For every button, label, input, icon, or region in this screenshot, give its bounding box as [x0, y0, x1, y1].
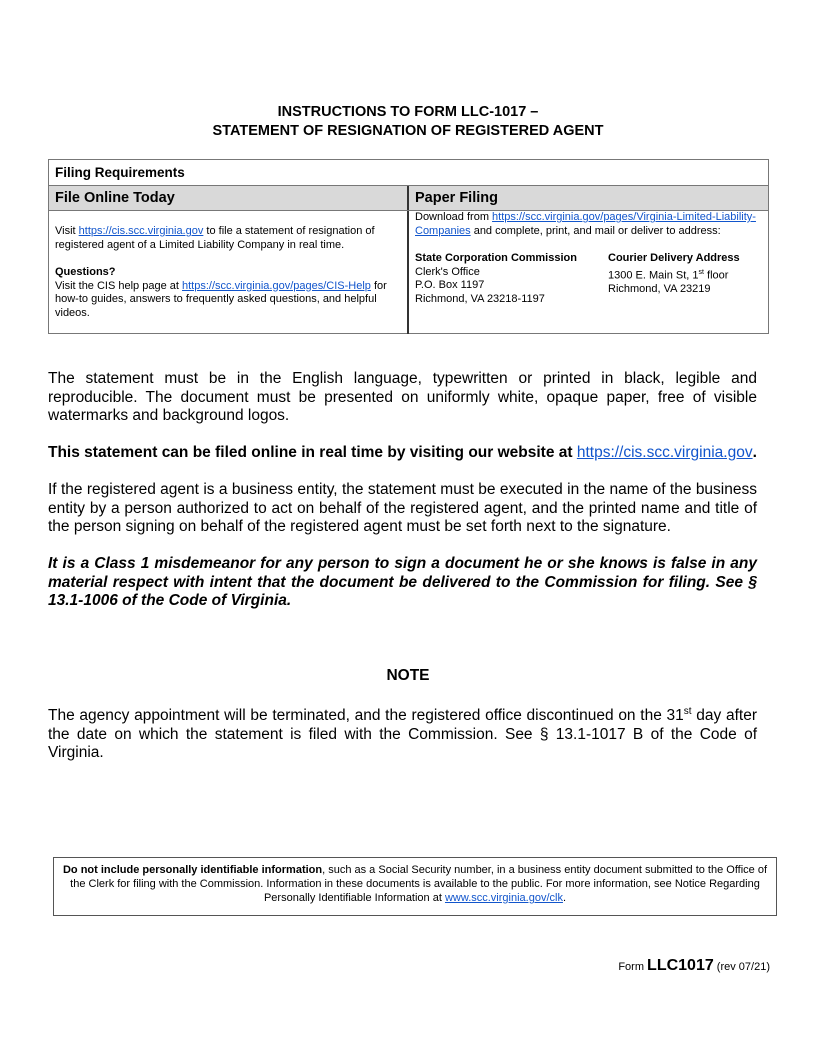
text: .: [752, 444, 757, 461]
text: , such as a Social Security number, in a business entity document submitted to the Office of the Clerk for filing with the Commission. Information in these documents is available to the public. For more information, see Notice Regarding Personally Identifiable Information at: [70, 864, 768, 904]
text: Visit: [55, 225, 79, 237]
text: Download from: [415, 211, 493, 223]
text: This statement can be filed online in real time by visiting our website at: [48, 444, 577, 461]
text: st: [683, 706, 692, 717]
text: floor: [703, 269, 729, 282]
filing-requirements-table: [48, 159, 769, 334]
title-line-2: STATEMENT OF RESIGNATION OF REGISTERED AGENT: [212, 123, 604, 139]
text: st: [698, 268, 704, 276]
pii-notice: [53, 857, 777, 916]
title-line-1: INSTRUCTIONS TO FORM LLC-1017 –: [277, 104, 539, 120]
cis-link[interactable]: https://cis.scc.virginia.gov: [78, 225, 204, 237]
text: Visit the CIS help page at: [55, 279, 182, 292]
paragraph-misdemeanor: It is a Class 1 misdemeanor for any person to sign a document he or she knows is false in any material respect with intent that the document be delivered to the Commission for filing. See § 13.1-1006 of the Code of Virginia.: [48, 555, 757, 609]
address-line: Clerk's Office: [415, 265, 480, 278]
text: and complete, print, and mail or deliver to address:: [470, 224, 721, 237]
paragraph-online: [48, 444, 772, 463]
text: .: [562, 892, 567, 904]
cis-help-link[interactable]: https://scc.virginia.gov/pages/CIS-Help: [182, 279, 371, 292]
revision: (rev 07/21): [713, 961, 770, 973]
address-line: P.O. Box 1197: [415, 279, 485, 291]
download-link[interactable]: https://scc.virginia.gov/pages/Virginia-Limited-Liability-Companies: [415, 211, 756, 237]
clk-link[interactable]: www.scc.virginia.gov/clk: [444, 892, 563, 904]
text: to file a statement of resignation of registered agent of a Limited Liability Company in real time.: [55, 225, 375, 251]
form-footer: [618, 957, 770, 975]
text: Form: [618, 961, 648, 973]
note-text: [48, 703, 757, 763]
form-code: LLC1017: [647, 957, 714, 974]
table-heading: Filing Requirements: [49, 160, 768, 186]
text: day after the date on which the statement is filed with the Commission. See § 13.1-1017 B of the Code of Virginia.: [48, 707, 758, 762]
paper-header: Paper Filing: [415, 190, 498, 206]
note-heading: NOTE: [386, 667, 430, 684]
cis-link-2[interactable]: https://cis.scc.virginia.gov: [576, 444, 753, 461]
text: Do not include personally identifiable information: [62, 864, 323, 876]
courier-heading: Courier Delivery Address: [608, 252, 740, 264]
text: The agency appointment will be terminated, and the registered office discontinued on the 31: [48, 707, 684, 725]
text: for how-to guides, answers to frequently asked questions, and helpful videos.: [55, 279, 387, 319]
online-cell: [49, 211, 409, 334]
online-header: File Online Today: [49, 186, 409, 210]
paragraph-requirements: The statement must be in the English language, typewritten or printed in black, legible and reproducible. The document must be presented on uniformly white, opaque paper, free of visible watermarks and background logos.: [48, 370, 757, 424]
mail-heading: State Corporation Commission: [415, 252, 577, 264]
mail-address: [415, 252, 608, 306]
paragraph-business-entity: If the registered agent is a business entity, the statement must be executed in the name of the business entity by a person authorized to act on behalf of the registered agent, and the printed name and title of the person signing on behalf of the registered agent must be set forth next to the signature.: [48, 481, 757, 535]
questions-label: Questions?: [55, 266, 116, 278]
paper-cell: [409, 211, 768, 334]
address-line: Richmond, VA 23218-1197: [415, 292, 545, 305]
address-line: Richmond, VA 23219: [608, 282, 711, 295]
text: 1300 E. Main St, 1: [608, 269, 699, 282]
document-title: [0, 103, 816, 141]
courier-address: [608, 252, 740, 306]
